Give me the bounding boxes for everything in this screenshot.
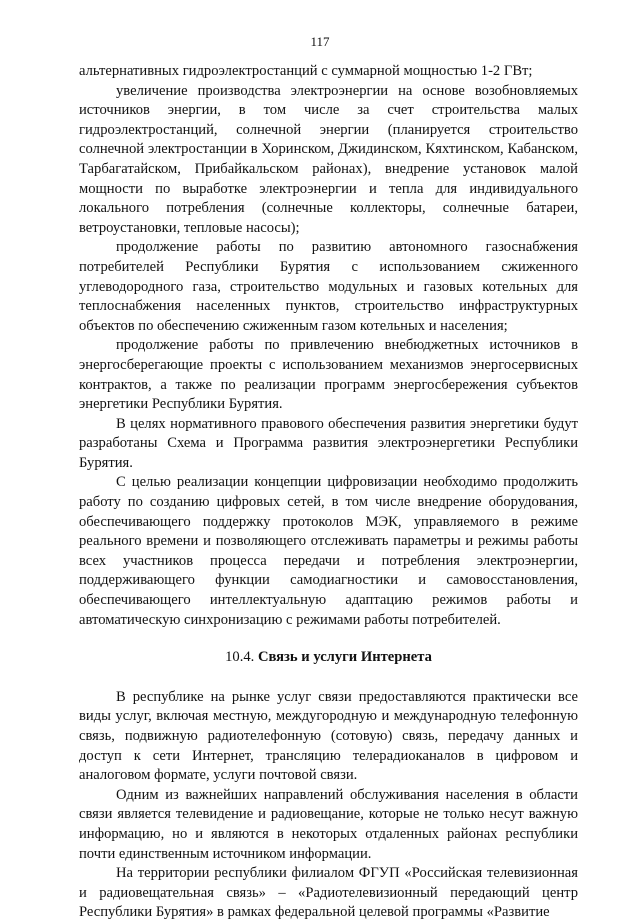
paragraph: В республике на рынке услуг связи предоставляются практически все виды услуг, включая местную, междугородную и международную телефонную связь, подвижную радиотелефонную (сотовую) связь, передачу данных и доступ к сети Интернет, трансляцию телерадиоканалов в цифровом и аналоговом формате, услуги почтовой связи. <box>79 688 578 784</box>
paragraph: увеличение производства электроэнергии на основе возобновляемых источников энергии, в том числе за счет строительства малых гидроэлектростанций, солнечной энергии (планируется строительство солнечной электростанции в Хоринском, Джидинском, Кяхтинском, Кабанском, Тарбагатайском, Прибайкальском районах), внедрение установок малой мощности по выработке электроэнергии и тепла для индивидуального локального потребления (солнечные коллекторы, солнечные батареи, ветроустановки, тепловые насосы); <box>79 82 578 236</box>
paragraph: продолжение работы по развитию автономного газоснабжения потребителей Республики Бурятия с использованием сжиженного углеводородного газа, строительство модульных и газовых котельных для теплоснабжения населенных пунктов, строительство инфраструктурных объектов по обеспечению сжиженным газом котельных и населения; <box>79 239 578 334</box>
paragraph: В целях нормативного правового обеспечения развития энергетики будут разработаны Схема и Программа развития электроэнергетики Республики Бурятия. <box>79 415 578 471</box>
paragraph: С целью реализации концепции цифровизации необходимо продолжить работу по созданию цифровых сетей, в том числе внедрение оборудования, обеспечивающего поддержку протоколов МЭК, управляемого в режиме реального времени и позволяющего отслеживать параметры и режимы работы всех участников процесса передачи и потребления электроэнергии, поддерживающего функции самодиагностики и самовосстановления, обеспечивающего интеллектуальную адаптацию режимов работы и автоматическую синхронизацию с режимами работы потребителей. <box>79 474 578 628</box>
paragraphs-before <box>79 62 578 630</box>
document-body <box>79 62 578 923</box>
paragraphs-after <box>79 688 578 923</box>
paragraph: Одним из важнейших направлений обслуживания населения в области связи является телевидение и радиовещание, которые не только несут важную информацию, но и являются в некоторых отдаленных районах республики почти единственным источником информации. <box>79 786 578 862</box>
page-number: 117 <box>310 34 330 49</box>
paragraph: продолжение работы по привлечению внебюджетных источников в энергосберегающие проекты с использованием механизмов энергосервисных контрактов, а также по реализации программ энергосбережения субъектов энергетики Республики Бурятия. <box>79 337 578 413</box>
section-number: 10.4. <box>225 649 255 666</box>
paragraph: альтернативных гидроэлектростанций с суммарной мощностью 1-2 ГВт; <box>79 63 533 79</box>
paragraph: На территории республики филиалом ФГУП «Российская телевизионная и радиовещательная связь» – «Радиотелевизионный передающий центр Республики Бурятия» в рамках федеральной целевой программы «Развитие <box>79 865 578 921</box>
section-heading <box>79 648 578 668</box>
section-title: Связь и услуги Интернета <box>257 649 432 666</box>
